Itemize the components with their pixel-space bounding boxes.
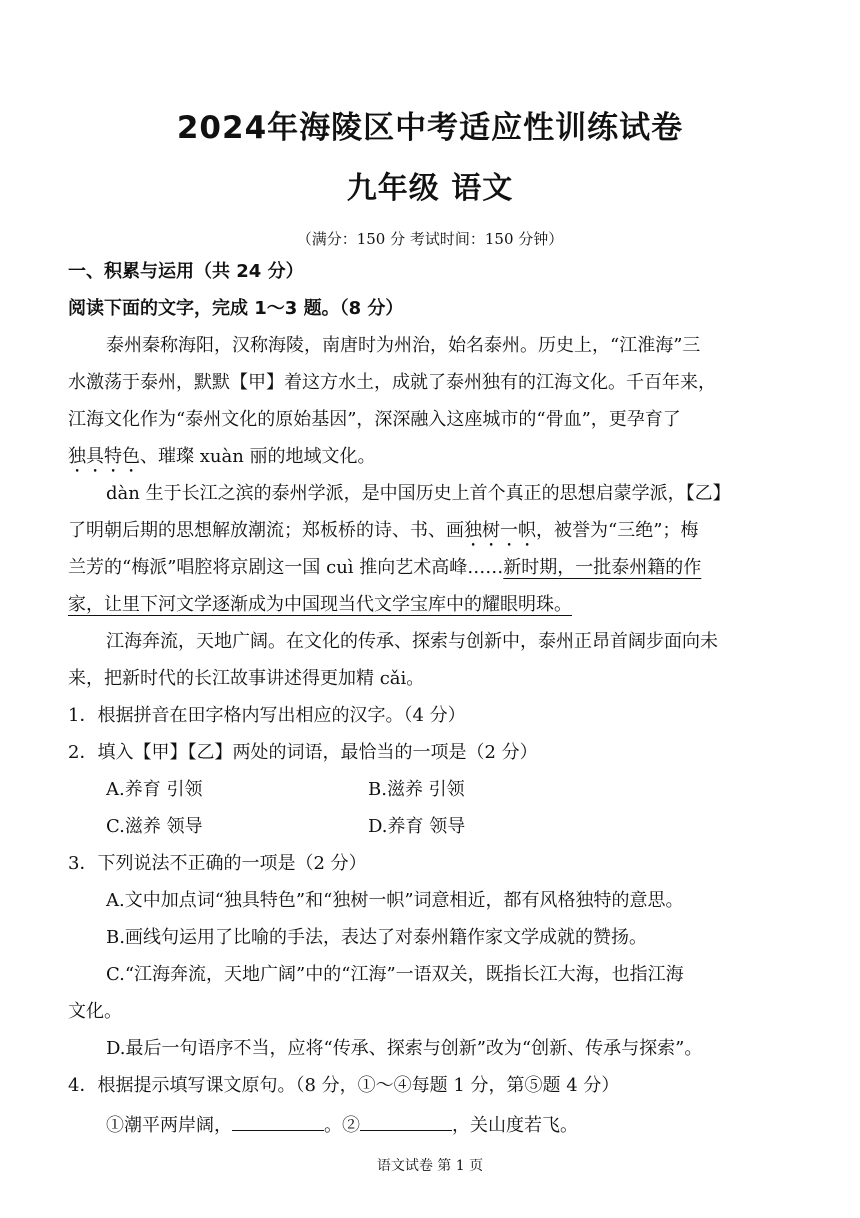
passage-text: 兰芳的“梅派”唱腔将京剧这一国 cuì 推向艺术高峰…… xyxy=(68,557,504,578)
passage-line: 水激荡于泰州，默默【甲】着这方水土，成就了泰州独有的江海文化。千百年来， xyxy=(68,372,716,393)
q4-text: ，关山度若飞。 xyxy=(452,1115,578,1136)
q3-option-c: C.“江海奔流，天地广阔”中的“江海”一语双关，既指长江大海，也指江海 xyxy=(106,964,684,985)
q3-option-d: D.最后一句语序不当，应将“传承、探索与创新”改为“创新、传承与探索”。 xyxy=(106,1038,703,1059)
q2-option-d: D.养育 领导 xyxy=(368,816,466,837)
exam-title: 2024年海陵区中考适应性训练试卷 xyxy=(176,110,684,146)
page-footer: 语文试卷 第 1 页 xyxy=(376,1158,484,1174)
exam-score-time-note: （满分：150 分 考试时间：150 分钟） xyxy=(296,230,564,248)
q3-option-a: A.文中加点词“独具特色”和“独树一帜”词意相近，都有风格独特的意思。 xyxy=(106,890,684,911)
question-1: 1．根据拼音在田字格内写出相应的汉字。（4 分） xyxy=(68,705,466,726)
q4-text: 。② xyxy=(324,1115,360,1136)
question-3: 3．下列说法不正确的一项是（2 分） xyxy=(68,853,367,874)
passage-text: ，被誉为“三绝”；梅 xyxy=(536,520,699,541)
question-4: 4．根据提示填写课文原句。（8 分，①～④每题 1 分，第⑤题 4 分） xyxy=(68,1075,620,1096)
answer-blank[interactable] xyxy=(232,1110,324,1131)
section-heading: 一、积累与运用（共 24 分） xyxy=(68,261,304,282)
q2-option-c: C.滋养 领导 xyxy=(106,816,203,837)
q2-option-a: A.养育 引领 xyxy=(106,779,203,800)
q4-text: ①潮平两岸阔， xyxy=(106,1115,232,1136)
q4-line-1 xyxy=(106,1110,836,1139)
exam-subtitle: 九年级 语文 xyxy=(346,171,514,206)
question-2: 2．填入【甲】【乙】两处的词语，最恰当的一项是（2 分） xyxy=(68,742,538,763)
passage-text: 、璀璨 xuàn 丽的地域文化。 xyxy=(140,446,376,467)
passage-line: 江海文化作为“泰州文化的原始基因”，深深融入这座城市的“骨血”，更孕育了 xyxy=(68,409,681,430)
passage-line: dàn 生于长江之滨的泰州学派，是中国历史上首个真正的思想启蒙学派，【乙】 xyxy=(106,483,731,504)
dotted-word: 独树一帜 xyxy=(464,520,536,541)
answer-blank[interactable] xyxy=(360,1110,452,1131)
passage-line xyxy=(68,555,798,581)
passage-line: 江海奔流，天地广阔。在文化的传承、探索与创新中，泰州正昂首阔步面向未 xyxy=(106,631,718,652)
passage-line: 泰州秦称海阳，汉称海陵，南唐时为州治，始名泰州。历史上，“江淮海”三 xyxy=(106,335,701,356)
passage-line xyxy=(68,518,798,551)
underlined-sentence: 家，让里下河文学逐渐成为中国现当代文学宝库中的耀眼明珠。 xyxy=(68,594,572,615)
q3-option-c-cont: 文化。 xyxy=(68,1001,122,1022)
passage-line xyxy=(68,444,798,477)
q2-option-b: B.滋养 引领 xyxy=(368,779,465,800)
passage-text: 了明朝后期的思想解放潮流；郑板桥的诗、书、画 xyxy=(68,520,464,541)
dotted-word: 独具特色 xyxy=(68,446,140,467)
underlined-sentence: 新时期，一批泰州籍的作 xyxy=(503,557,702,578)
passage-line xyxy=(68,592,798,618)
passage-line: 来，把新时代的长江故事讲述得更加精 cǎi。 xyxy=(68,668,425,689)
reading-heading: 阅读下面的文字，完成 1～3 题。（8 分） xyxy=(68,298,404,319)
q3-option-b: B.画线句运用了比喻的手法，表达了对泰州籍作家文学成就的赞扬。 xyxy=(106,927,647,948)
